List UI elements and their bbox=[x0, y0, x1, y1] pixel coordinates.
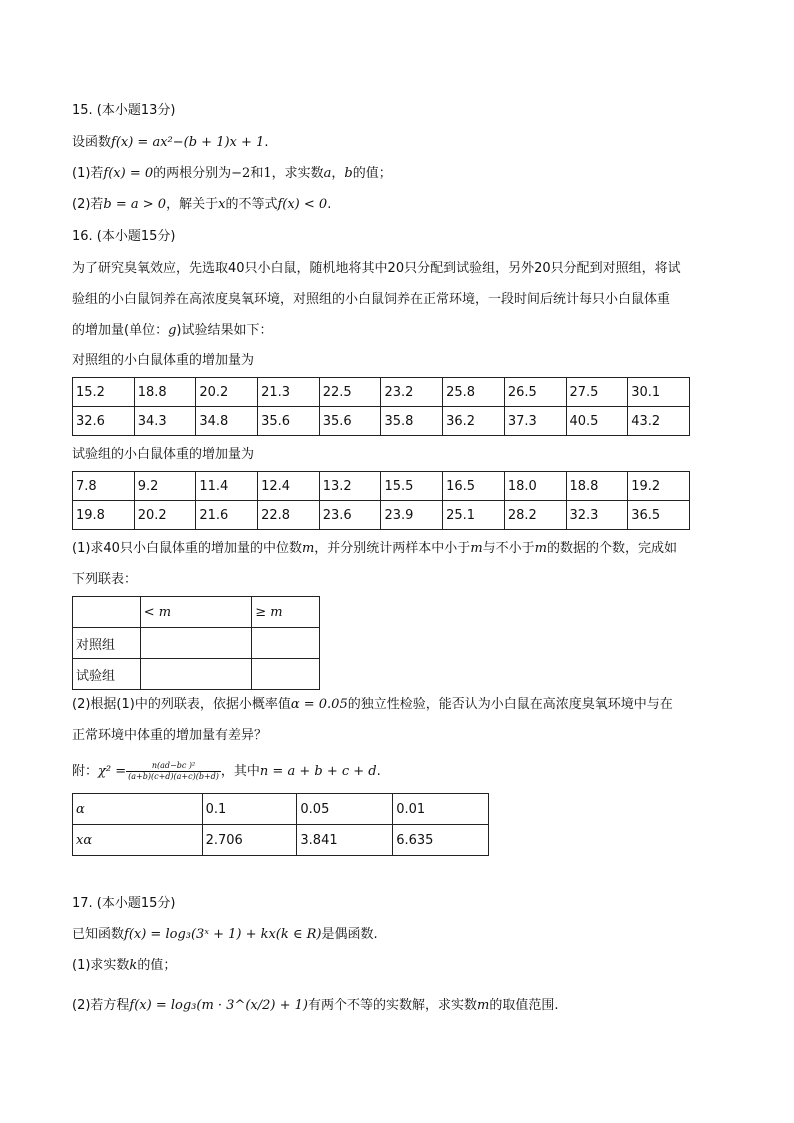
q15-var-b: b bbox=[344, 166, 353, 181]
q15-var-x: x bbox=[218, 197, 226, 212]
q15-part2-inequality: f(x) < 0 bbox=[277, 197, 328, 212]
table-cell: 25.8 bbox=[443, 378, 505, 407]
table-cell: 2.706 bbox=[202, 825, 297, 856]
table-cell: 40.5 bbox=[566, 407, 628, 436]
q15-part2-condition: b = a > 0 bbox=[103, 197, 167, 212]
table-cell bbox=[252, 628, 320, 659]
contingency-table bbox=[72, 596, 320, 690]
q15-sep: ， bbox=[331, 166, 345, 181]
chi-square-fraction bbox=[126, 761, 221, 782]
table-cell: 26.5 bbox=[504, 378, 566, 407]
q15-part1-end: 的值； bbox=[352, 166, 392, 181]
table-cell: 12.4 bbox=[258, 472, 320, 501]
q17-equation: f(x) = log₃(m · 3^(x/2) + 1) bbox=[129, 998, 308, 1013]
table-cell: 23.9 bbox=[381, 501, 443, 530]
q17-part2-text-b: 有两个不等的实数解，求实数 bbox=[307, 998, 477, 1013]
chi-square-lhs: χ² = bbox=[98, 764, 127, 779]
q15-stem-end: . bbox=[264, 135, 269, 150]
q16-part1-text-a: (1)求40只小白鼠体重的增加量的中位数 bbox=[72, 541, 302, 556]
table-cell: 18.0 bbox=[504, 472, 566, 501]
table-cell: 15.2 bbox=[73, 378, 135, 407]
q17-part2-text-a: (2)若方程 bbox=[72, 998, 130, 1013]
table-cell: 9.2 bbox=[134, 472, 196, 501]
q16-exp-label: 试验组的小白鼠体重的增加量为 bbox=[72, 447, 255, 462]
table-row-label: 试验组 bbox=[73, 659, 141, 690]
q16-part1-text-d: 的数据的个数，完成如 bbox=[546, 541, 677, 556]
table-cell: 43.2 bbox=[628, 407, 690, 436]
q16-para-line2: 验组的小白鼠饲养在高浓度臭氧环境，对照组的小白鼠饲养在正常环境，一段时间后统计每只小白鼠体重 bbox=[72, 292, 671, 307]
table-cell bbox=[252, 659, 320, 690]
q16-part1-line2: 下列联表： bbox=[72, 572, 138, 587]
control-group-table bbox=[72, 377, 690, 436]
table-header-cell bbox=[73, 597, 141, 628]
table-cell: 13.2 bbox=[319, 472, 381, 501]
table-cell: 35.6 bbox=[319, 407, 381, 436]
table-cell: 28.2 bbox=[504, 501, 566, 530]
q17-stem-end: 是偶函数. bbox=[321, 927, 378, 942]
table-cell: 0.01 bbox=[393, 794, 489, 825]
q17-stem-prefix: 已知函数 bbox=[72, 927, 125, 942]
table-cell: 32.6 bbox=[73, 407, 135, 436]
q15-part1 bbox=[72, 165, 392, 183]
table-row bbox=[73, 378, 690, 407]
q15-part1-roots: −2和1 bbox=[231, 166, 272, 181]
table-cell: 25.1 bbox=[443, 501, 505, 530]
table-cell: 18.8 bbox=[566, 472, 628, 501]
appendix-mid: ，其中 bbox=[220, 764, 260, 779]
q15-part1-equation: f(x) = 0 bbox=[103, 166, 154, 181]
table-cell: 22.5 bbox=[319, 378, 381, 407]
experiment-group-table bbox=[72, 471, 690, 530]
q15-part2-text2: 的不等式 bbox=[225, 197, 278, 212]
table-cell: 30.1 bbox=[628, 378, 690, 407]
q17-part2 bbox=[72, 997, 558, 1015]
q15-function-formula: f(x) = ax²−(b + 1)x + 1 bbox=[111, 135, 265, 150]
q16-alpha-value: α = 0.05 bbox=[290, 697, 348, 712]
table-cell: 0.1 bbox=[202, 794, 297, 825]
table-cell: 35.6 bbox=[258, 407, 320, 436]
q17-var-k: k bbox=[129, 958, 138, 973]
q15-part1-prefix: (1)若 bbox=[72, 166, 104, 181]
q16-para-line1: 为了研究臭氧效应，先选取40只小白鼠，随机地将其中20只分配到试验组，另外20只分配到对照组，将试 bbox=[72, 261, 681, 276]
table-row bbox=[73, 659, 320, 690]
table-cell: 20.2 bbox=[196, 378, 258, 407]
q17-stem bbox=[72, 926, 378, 944]
table-cell: 11.4 bbox=[196, 472, 258, 501]
table-cell: 6.635 bbox=[393, 825, 489, 856]
table-row bbox=[73, 597, 320, 628]
table-cell bbox=[140, 659, 252, 690]
table-header-cell: ≥ m bbox=[252, 597, 320, 628]
q15-part2-prefix: (2)若 bbox=[72, 197, 104, 212]
table-cell: 27.5 bbox=[566, 378, 628, 407]
q17-part2-text-c: 的取值范围. bbox=[489, 998, 559, 1013]
table-cell: 36.2 bbox=[443, 407, 505, 436]
q15-stem-prefix: 设函数 bbox=[72, 135, 112, 150]
table-cell: 34.8 bbox=[196, 407, 258, 436]
table-row bbox=[73, 628, 320, 659]
table-cell: 19.8 bbox=[73, 501, 135, 530]
q16-appendix bbox=[72, 760, 381, 784]
q16-var-m: m bbox=[470, 541, 483, 556]
chi-square-numerator: n(ad−bc )² bbox=[126, 761, 221, 772]
table-cell: 36.5 bbox=[628, 501, 690, 530]
q16-part1-text-c: 与不小于 bbox=[482, 541, 535, 556]
table-cell: 34.3 bbox=[134, 407, 196, 436]
table-header-cell: α bbox=[73, 794, 203, 825]
q15-stem bbox=[72, 134, 268, 152]
q17-part1-text-a: (1)求实数 bbox=[72, 958, 130, 973]
q17-part1-text-b: 的值； bbox=[137, 958, 177, 973]
q16-part2-line1 bbox=[72, 696, 673, 714]
q16-part2-text-a: (2)根据(1)中的列联表，依据小概率值 bbox=[72, 697, 291, 712]
table-cell: 32.3 bbox=[566, 501, 628, 530]
table-cell: 18.8 bbox=[134, 378, 196, 407]
table-cell: 20.2 bbox=[134, 501, 196, 530]
n-definition: n = a + b + c + d bbox=[259, 764, 377, 779]
table-cell: 37.3 bbox=[504, 407, 566, 436]
chi-square-critical-table bbox=[72, 793, 489, 856]
table-cell bbox=[140, 628, 252, 659]
table-row bbox=[73, 794, 489, 825]
q16-header: 16. (本小题15分) bbox=[72, 229, 176, 244]
table-cell: 16.5 bbox=[443, 472, 505, 501]
chi-square-denominator: (a+b)(c+d)(a+c)(b+d) bbox=[128, 772, 219, 781]
table-cell: 35.8 bbox=[381, 407, 443, 436]
q16-part2-text-b: 的独立性检验，能否认为小白鼠在高浓度臭氧环境中与在 bbox=[347, 697, 673, 712]
q16-part2-line2: 正常环境中体重的增加量有差异？ bbox=[72, 728, 268, 743]
appendix-end: . bbox=[376, 764, 381, 779]
table-row bbox=[73, 501, 690, 530]
q16-part1-text-b: ，并分别统计两样本中小于 bbox=[314, 541, 471, 556]
table-header-cell: < m bbox=[140, 597, 252, 628]
q17-function-formula: f(x) = log₃(3ˣ + 1) + kx(k ∈ R) bbox=[124, 927, 322, 942]
table-cell: 22.8 bbox=[258, 501, 320, 530]
table-row bbox=[73, 472, 690, 501]
table-cell: 23.2 bbox=[381, 378, 443, 407]
table-cell: 0.05 bbox=[297, 794, 393, 825]
q16-part1-line1 bbox=[72, 540, 677, 558]
q15-part2-end: . bbox=[327, 197, 332, 212]
q16-para-line3-a: 的增加量(单位： bbox=[72, 323, 169, 338]
q17-var-m: m bbox=[476, 998, 490, 1013]
table-cell: 23.6 bbox=[319, 501, 381, 530]
q15-header: 15. (本小题13分) bbox=[72, 103, 176, 118]
table-row bbox=[73, 407, 690, 436]
q15-var-a: a bbox=[323, 166, 332, 181]
q16-para-line3-b: )试验结果如下： bbox=[176, 323, 273, 338]
table-header-cell: xα bbox=[73, 825, 203, 856]
q16-control-label: 对照组的小白鼠体重的增加量为 bbox=[72, 353, 255, 368]
q15-part2-text: ，解关于 bbox=[166, 197, 219, 212]
q16-var-m: m bbox=[301, 541, 315, 556]
table-row bbox=[73, 825, 489, 856]
q17-header: 17. (本小题15分) bbox=[72, 896, 176, 911]
table-cell: 21.6 bbox=[196, 501, 258, 530]
table-cell: 3.841 bbox=[297, 825, 393, 856]
q15-part1-text: 的两根分别为 bbox=[153, 166, 232, 181]
q15-part2 bbox=[72, 196, 331, 214]
q16-para-line3 bbox=[72, 322, 272, 340]
q16-var-m: m bbox=[534, 541, 547, 556]
q15-part1-text2: ，求实数 bbox=[271, 166, 324, 181]
table-cell: 19.2 bbox=[628, 472, 690, 501]
table-cell: 21.3 bbox=[258, 378, 320, 407]
q16-unit-g: g bbox=[168, 323, 177, 338]
table-cell: 7.8 bbox=[73, 472, 135, 501]
q17-part1 bbox=[72, 957, 176, 975]
table-cell: 15.5 bbox=[381, 472, 443, 501]
appendix-prefix: 附： bbox=[72, 764, 99, 779]
table-row-label: 对照组 bbox=[73, 628, 141, 659]
